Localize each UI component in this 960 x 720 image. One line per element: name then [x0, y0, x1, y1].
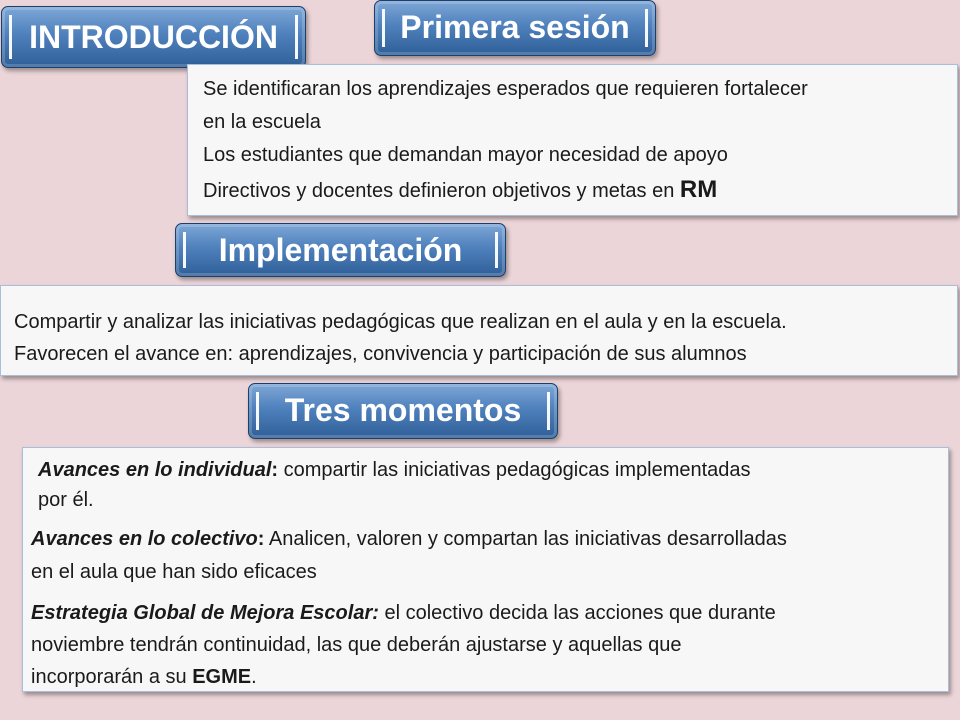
primera-sesion-line-2: en la escuela: [203, 111, 321, 133]
primera-sesion-line-3: Los estudiantes que demandan mayor necesidad de apoyo: [203, 144, 728, 166]
item-estrategia-line-3: [31, 666, 257, 689]
rm-emphasis: RM: [679, 176, 718, 203]
implementacion-heading: [175, 223, 506, 277]
item-individual-sep: :: [271, 459, 279, 481]
item-colectivo-line-1: [31, 528, 787, 551]
implementacion-heading-text: Implementación: [218, 232, 463, 268]
item-estrategia-line-1: [31, 602, 776, 625]
implementacion-box: [0, 285, 958, 376]
primera-sesion-line-1: Se identificaran los aprendizajes esperados que requieren fortalecer: [203, 78, 808, 100]
item-colectivo-sep: :: [257, 528, 265, 550]
primera-sesion-line-4: [203, 176, 717, 204]
item-estrategia-line-2: noviembre tendrán continuidad, las que deberán ajustarse y aquellas que: [31, 634, 682, 656]
item-colectivo-line-2: en el aula que han sido eficaces: [31, 561, 317, 583]
item-estrategia-text-1: el colectivo decida las acciones que durante: [378, 602, 776, 624]
primera-sesion-box: [187, 64, 958, 216]
egme-emphasis: EGME: [192, 666, 252, 688]
tres-momentos-box: [22, 447, 949, 692]
introduccion-heading: [1, 6, 306, 68]
implementacion-line-1: Compartir y analizar las iniciativas pedagógicas que realizan en el aula y en la escuela.: [14, 311, 787, 333]
item-individual-label: Avances en lo individual: [38, 459, 272, 481]
primera-sesion-line-4-text: Directivos y docentes definieron objetivos y metas en: [203, 180, 680, 202]
primera-sesion-heading-text: Primera sesión: [400, 9, 630, 45]
tres-momentos-heading-text: Tres momentos: [284, 392, 522, 428]
item-colectivo-text-1: Analicen, valoren y compartan las iniciativas desarrolladas: [264, 528, 787, 550]
item-individual-line-2: por él.: [38, 489, 94, 511]
item-colectivo-label: Avances en lo colectivo: [31, 528, 258, 550]
implementacion-line-2: Favorecen el avance en: aprendizajes, convivencia y participación de sus alumnos: [14, 343, 747, 365]
item-estrategia-label: Estrategia Global de Mejora Escolar:: [31, 602, 379, 624]
item-estrategia-text-3a: incorporarán a su: [31, 666, 193, 688]
tres-momentos-heading: [248, 383, 558, 439]
item-estrategia-text-3b: .: [251, 666, 257, 688]
item-individual-text-1: compartir las iniciativas pedagógicas implementadas: [278, 459, 751, 481]
item-individual-line-1: [38, 459, 751, 482]
primera-sesion-heading: [374, 0, 656, 56]
introduccion-heading-text: INTRODUCCIÓN: [29, 19, 278, 55]
